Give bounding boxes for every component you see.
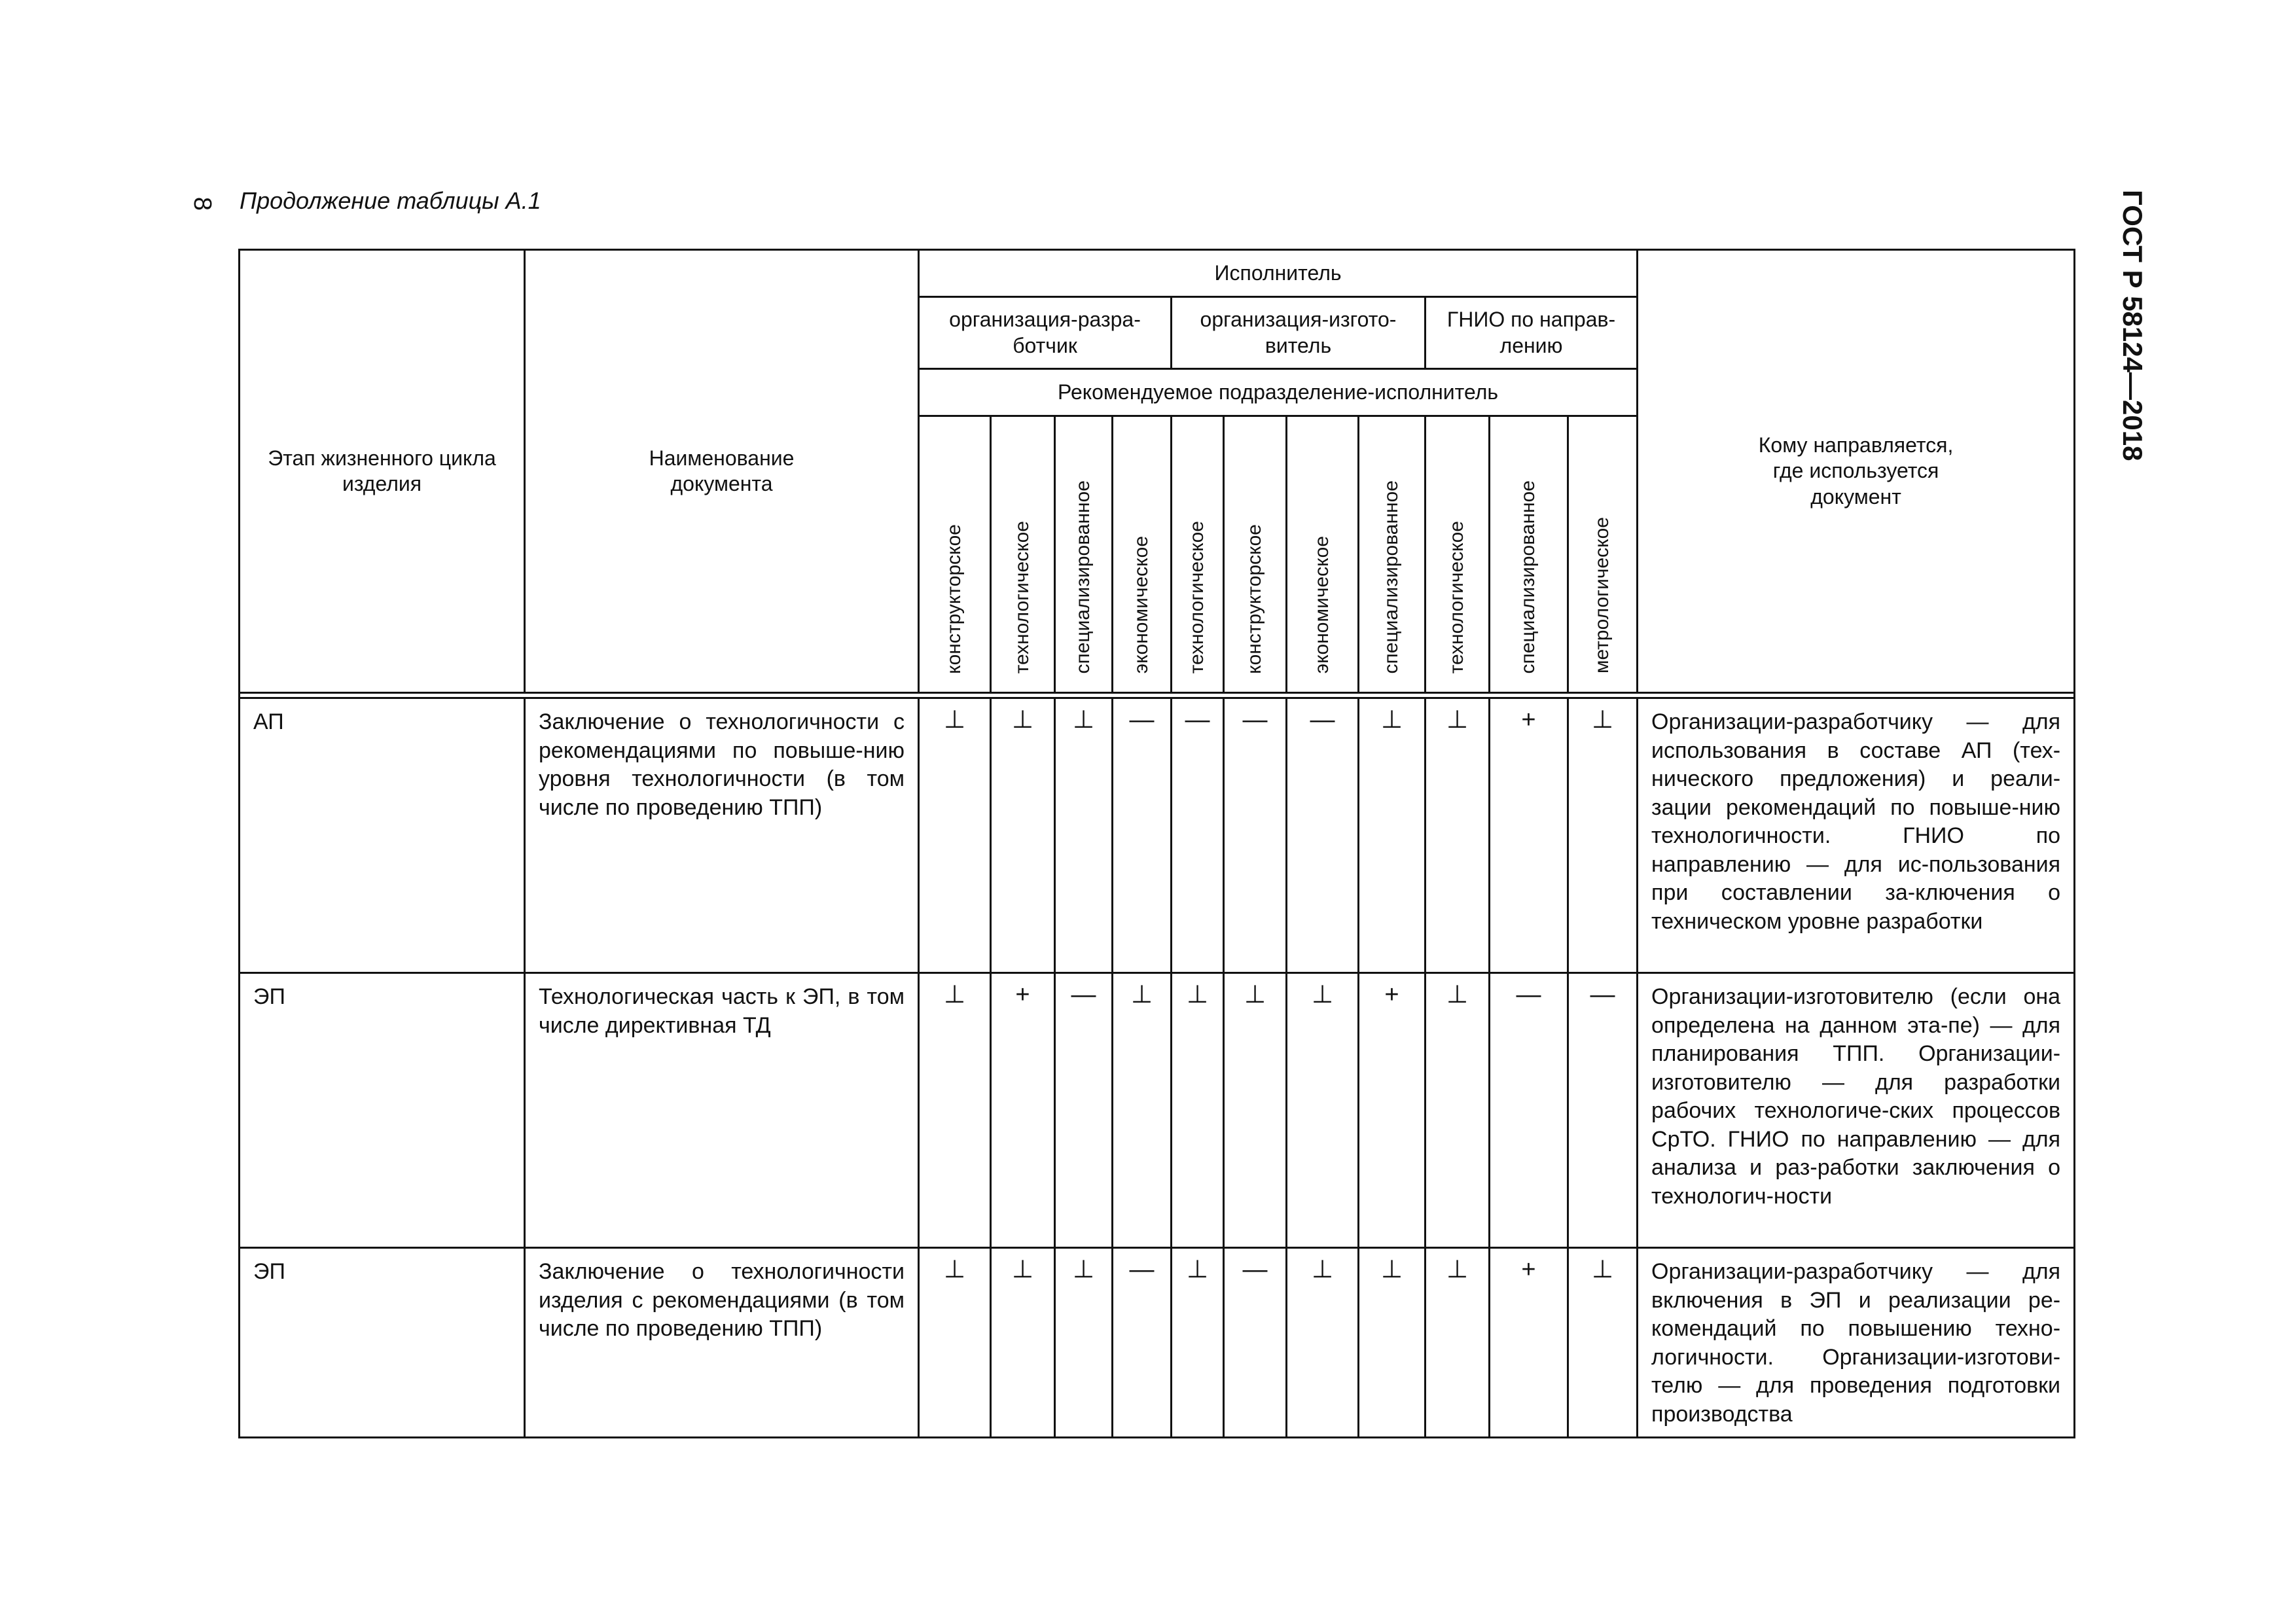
column-header-label: специализированное (1072, 480, 1094, 674)
header-org-manufacturer: организация-изгото-витель (1172, 297, 1426, 369)
column-header-label: специализированное (1380, 480, 1403, 674)
row-mark: — (1055, 973, 1113, 1248)
row-mark: + (1359, 973, 1426, 1248)
row-stage: ЭП (240, 973, 525, 1248)
row-stage: АП (240, 698, 525, 973)
column-header-label: технологическое (1446, 521, 1468, 674)
row-mark: + (1490, 698, 1568, 973)
column-header (919, 416, 991, 693)
column-header (1287, 416, 1359, 693)
row-recipient: Организации-разработчику — для включения в ЭП и реализации ре-комендаций по повышению техно-логичности. Организации-изготови-телю — для проведения подготовки производства (1638, 1248, 2075, 1438)
row-mark: ⊥ (919, 698, 991, 973)
column-header-label: технологическое (1186, 521, 1208, 674)
row-mark: — (1224, 698, 1287, 973)
column-header-label: технологическое (1011, 521, 1033, 674)
row-mark: ⊥ (1172, 1248, 1224, 1438)
header-recipient: Кому направляется, где используется документ (1638, 250, 2075, 693)
row-mark: + (991, 973, 1055, 1248)
column-header-label: экономическое (1130, 536, 1153, 674)
row-document: Заключение о технологичности с рекомендациями по повыше-нию уровня технологичности (в том числе по проведению ТПП) (525, 698, 919, 973)
row-mark: ⊥ (991, 1248, 1055, 1438)
row-mark: ⊥ (1055, 1248, 1113, 1438)
table-row (240, 698, 2075, 973)
products-table (238, 249, 2075, 1438)
row-stage: ЭП (240, 1248, 525, 1438)
column-header (1172, 416, 1224, 693)
row-mark: ⊥ (991, 698, 1055, 973)
page-number: 8 (188, 196, 217, 211)
table-row (240, 1248, 2075, 1438)
row-recipient: Организации-изготовителю (если она определена на данном эта-пе) — для планирования ТПП. Организации-изготовителю — для разработки рабочих технологиче-ских процессов СрТО. ГНИО по направлению — для анализа и раз-работки заключения о технологич-ности (1638, 973, 2075, 1248)
row-mark: ⊥ (1426, 698, 1490, 973)
row-mark: — (1113, 1248, 1172, 1438)
row-document: Технологическая часть к ЭП, в том числе директивная ТД (525, 973, 919, 1248)
row-document: Заключение о технологичности изделия с рекомендациями (в том числе по проведению ТПП) (525, 1248, 919, 1438)
row-mark: — (1224, 1248, 1287, 1438)
row-mark: ⊥ (1224, 973, 1287, 1248)
header-gnio: ГНИО по направ-лению (1426, 297, 1638, 369)
row-mark: — (1568, 973, 1638, 1248)
row-mark: ⊥ (1287, 1248, 1359, 1438)
row-mark: ⊥ (1113, 973, 1172, 1248)
header-document-name: Наименование документа (525, 250, 919, 693)
row-mark: ⊥ (1568, 698, 1638, 973)
column-header-label: метрологическое (1591, 517, 1613, 674)
document-code: ГОСТ Р 58124—2018 (2117, 190, 2148, 461)
row-mark: — (1172, 698, 1224, 973)
column-header-label: экономическое (1311, 536, 1333, 674)
column-header-label: специализированное (1517, 480, 1539, 674)
column-header (1055, 416, 1113, 693)
column-header (1568, 416, 1638, 693)
row-mark: ⊥ (919, 973, 991, 1248)
column-header-label: конструкторское (1244, 524, 1266, 674)
row-mark: ⊥ (1359, 1248, 1426, 1438)
table-continuation-title: Продолжение таблицы А.1 (240, 187, 541, 214)
row-mark: ⊥ (1426, 973, 1490, 1248)
column-header-label: конструкторское (943, 524, 965, 674)
row-mark: — (1490, 973, 1568, 1248)
header-org-developer: организация-разра-ботчик (919, 297, 1172, 369)
row-mark: — (1113, 698, 1172, 973)
row-mark: ⊥ (1359, 698, 1426, 973)
column-header (1113, 416, 1172, 693)
header-separator (240, 693, 2075, 698)
row-mark: + (1490, 1248, 1568, 1438)
row-mark: ⊥ (1426, 1248, 1490, 1438)
column-header (1490, 416, 1568, 693)
column-header (1359, 416, 1426, 693)
row-mark: ⊥ (919, 1248, 991, 1438)
header-stage: Этап жизненного цикла изделия (240, 250, 525, 693)
column-header (1224, 416, 1287, 693)
column-header (1426, 416, 1490, 693)
row-mark: — (1287, 698, 1359, 973)
row-mark: ⊥ (1055, 698, 1113, 973)
row-mark: ⊥ (1568, 1248, 1638, 1438)
document-code-container (2114, 190, 2153, 471)
row-mark: ⊥ (1287, 973, 1359, 1248)
row-recipient: Организации-разработчику — для использования в составе АП (тех-нического предложения) и реали-зации рекомендаций по повыше-нию технологичности. ГНИО по направлению — для ис-пользования при составлении за-ключения о техническом уровне разработки (1638, 698, 2075, 973)
header-recommended-division: Рекомендуемое подразделение-исполнитель (919, 369, 1638, 416)
column-header (991, 416, 1055, 693)
header-executor: Исполнитель (919, 250, 1638, 297)
row-mark: ⊥ (1172, 973, 1224, 1248)
table-row (240, 973, 2075, 1248)
